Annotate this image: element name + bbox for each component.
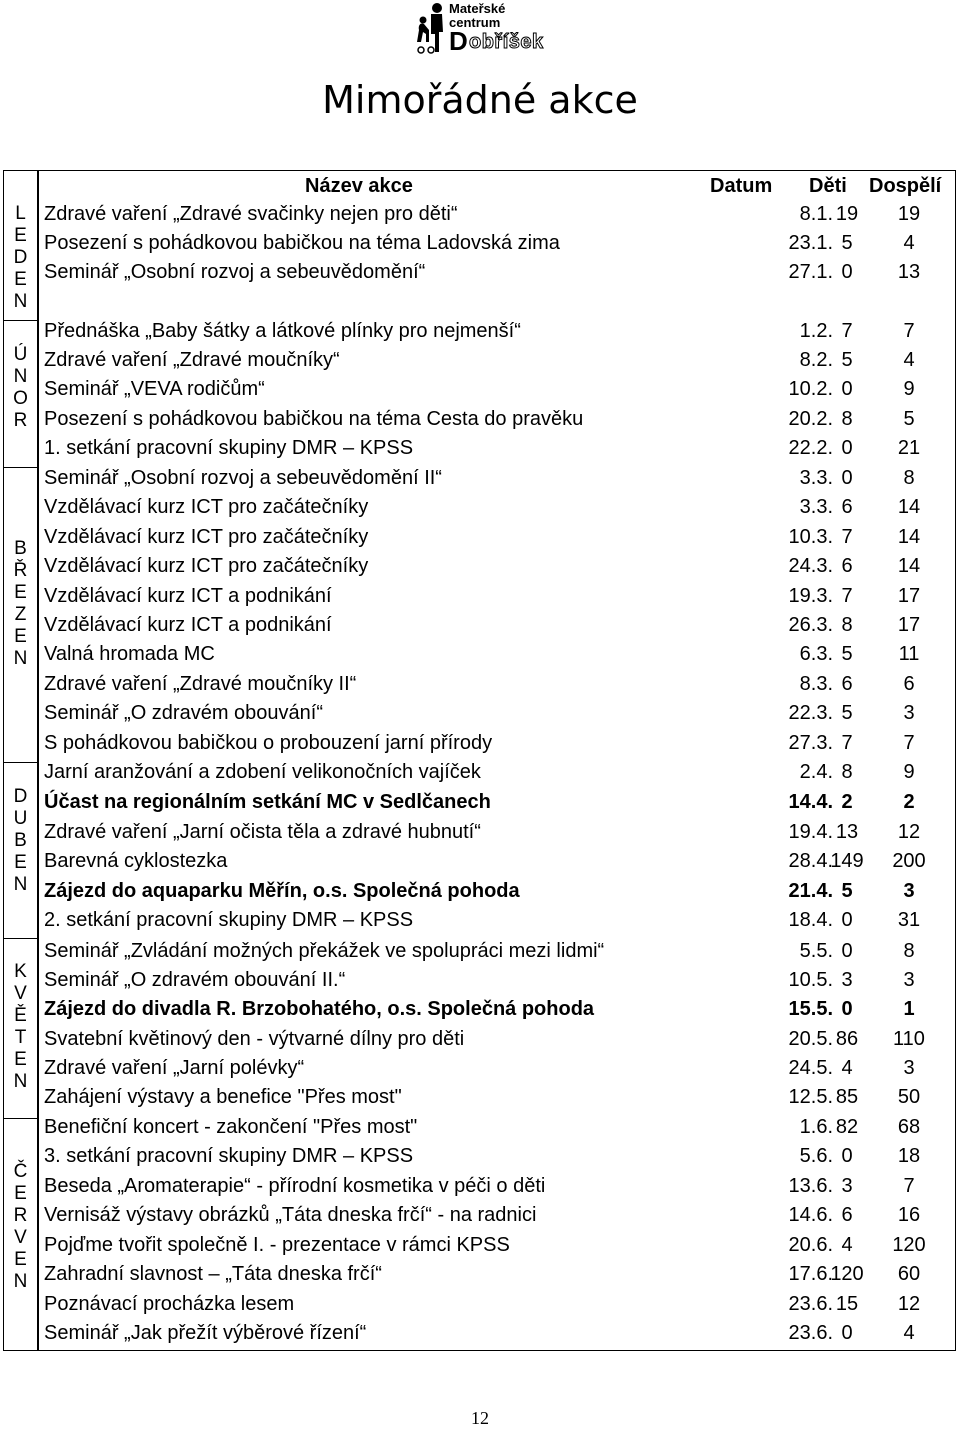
logo bbox=[415, 0, 550, 58]
table-row bbox=[38, 729, 956, 758]
event-date: 26.3. bbox=[788, 614, 833, 636]
adults-count: 4 bbox=[903, 349, 915, 371]
table-row bbox=[38, 788, 956, 817]
kids-count: 15 bbox=[835, 1293, 859, 1315]
event-name: 2. setkání pracovní skupiny DMR – KPSS bbox=[44, 909, 414, 931]
adults-count: 3 bbox=[903, 969, 915, 991]
table-row bbox=[38, 317, 956, 346]
event-date: 19.4. bbox=[788, 821, 833, 843]
kids-count: 149 bbox=[830, 850, 864, 872]
event-name: Zahradní slavnost – „Táta dneska frčí“ bbox=[44, 1263, 382, 1285]
table-row bbox=[38, 1290, 956, 1319]
event-name: S pohádkovou babičkou o probouzení jarní přírody bbox=[44, 732, 493, 754]
adults-count: 14 bbox=[897, 526, 921, 548]
adults-count: 110 bbox=[893, 1028, 925, 1050]
header-adults: Dospělí bbox=[869, 175, 942, 197]
kids-count: 0 bbox=[841, 378, 853, 400]
page-title: Mimořádné akce bbox=[322, 78, 638, 122]
logo-line-1: Mateřské bbox=[449, 1, 506, 16]
event-date: 15.5. bbox=[788, 998, 833, 1020]
kids-count: 0 bbox=[841, 998, 853, 1020]
month-box bbox=[3, 468, 38, 763]
event-name: 1. setkání pracovní skupiny DMR – KPSS bbox=[44, 437, 414, 459]
event-name: Barevná cyklostezka bbox=[44, 850, 228, 872]
event-date: 27.3. bbox=[788, 732, 833, 754]
event-name: Zahájení výstavy a benefice "Přes most" bbox=[44, 1086, 402, 1108]
table-row bbox=[38, 552, 956, 581]
event-date: 10.2. bbox=[788, 378, 833, 400]
event-date: 10.5. bbox=[788, 969, 833, 991]
month-box bbox=[3, 1119, 38, 1351]
table-row bbox=[38, 1025, 956, 1054]
adults-count: 14 bbox=[897, 555, 921, 577]
kids-count: 6 bbox=[841, 673, 853, 695]
kids-count: 6 bbox=[841, 555, 853, 577]
kids-count: 0 bbox=[841, 1145, 853, 1167]
adults-count: 8 bbox=[903, 940, 915, 962]
kids-count: 7 bbox=[841, 732, 853, 754]
adults-count: 6 bbox=[903, 673, 915, 695]
event-date: 8.3. bbox=[799, 673, 833, 695]
kids-count: 5 bbox=[841, 702, 853, 724]
kids-count: 86 bbox=[835, 1028, 859, 1050]
event-name: Seminář „O zdravém obouvání II.“ bbox=[44, 969, 346, 991]
event-date: 19.3. bbox=[788, 585, 833, 607]
event-date: 21.4. bbox=[788, 880, 833, 902]
kids-count: 85 bbox=[835, 1086, 859, 1108]
event-date: 28.4. bbox=[788, 850, 833, 872]
kids-count: 0 bbox=[841, 940, 853, 962]
event-name: Poznávací procházka lesem bbox=[44, 1293, 295, 1315]
adults-count: 7 bbox=[903, 732, 915, 754]
header-date: Datum bbox=[710, 175, 773, 197]
event-name: Pojďme tvořit společně I. - prezentace v rámci KPSS bbox=[44, 1234, 510, 1256]
event-name: Přednáška „Baby šátky a látkové plínky pro nejmenší“ bbox=[44, 320, 521, 342]
kids-count: 19 bbox=[835, 203, 859, 225]
event-date: 23.6. bbox=[788, 1322, 833, 1344]
event-name: Seminář „Osobní rozvoj a sebeuvědomění II“ bbox=[44, 467, 442, 489]
event-name: Zájezd do aquaparku Měřín, o.s. Společná pohoda bbox=[44, 880, 520, 902]
page-number: 12 bbox=[471, 1408, 489, 1428]
adults-count: 17 bbox=[897, 614, 921, 636]
event-name: Vzdělávací kurz ICT pro začátečníky bbox=[44, 555, 369, 577]
month-box bbox=[3, 939, 38, 1119]
event-name: Zájezd do divadla R. Brzobohatého, o.s. Společná pohoda bbox=[44, 998, 595, 1020]
event-date: 22.3. bbox=[788, 702, 833, 724]
kids-count: 4 bbox=[841, 1234, 853, 1256]
adults-count: 12 bbox=[897, 821, 921, 843]
adults-count: 13 bbox=[897, 261, 921, 283]
logo-line-2: centrum bbox=[449, 15, 501, 30]
table-row bbox=[38, 405, 956, 434]
table-row bbox=[38, 1083, 956, 1112]
event-date: 8.2. bbox=[799, 349, 833, 371]
event-name: Posezení s pohádkovou babičkou na téma Cesta do pravěku bbox=[44, 408, 584, 430]
adults-count: 21 bbox=[897, 437, 921, 459]
event-date: 3.3. bbox=[799, 496, 833, 518]
logo-initial: D bbox=[449, 26, 468, 56]
adults-count: 17 bbox=[897, 585, 921, 607]
adults-count: 3 bbox=[903, 702, 915, 724]
event-name: Vernisáž výstavy obrázků „Táta dneska frčí“ - na radnici bbox=[44, 1204, 537, 1226]
adults-count: 2 bbox=[903, 791, 915, 813]
month-label: Č E R V E N bbox=[13, 1161, 28, 1292]
event-name: Seminář „O zdravém obouvání“ bbox=[44, 702, 324, 724]
events-table bbox=[38, 170, 956, 1351]
kids-count: 5 bbox=[841, 349, 853, 371]
kids-count: 8 bbox=[841, 614, 853, 636]
event-date: 20.6. bbox=[788, 1234, 833, 1256]
event-name: Seminář „VEVA rodičům“ bbox=[44, 378, 265, 400]
table-row bbox=[38, 375, 956, 404]
event-name: Zdravé vaření „Zdravé moučníky II“ bbox=[44, 673, 357, 695]
adults-count: 9 bbox=[903, 761, 915, 783]
adults-count: 11 bbox=[898, 643, 920, 665]
event-name: Benefiční koncert - zakončení "Přes most" bbox=[44, 1116, 418, 1138]
event-date: 22.2. bbox=[788, 437, 833, 459]
event-date: 24.3. bbox=[788, 555, 833, 577]
table-row bbox=[38, 582, 956, 611]
kids-count: 5 bbox=[841, 880, 853, 902]
month-box bbox=[3, 170, 38, 321]
table-row bbox=[38, 966, 956, 995]
month-label: L E D E N bbox=[13, 203, 28, 312]
month-box bbox=[3, 763, 38, 939]
header-name: Název akce bbox=[305, 175, 413, 197]
header-kids: Děti bbox=[809, 175, 847, 197]
table-row bbox=[38, 818, 956, 847]
event-date: 18.4. bbox=[788, 909, 833, 931]
event-name: Posezení s pohádkovou babičkou na téma Ladovská zima bbox=[44, 232, 560, 254]
event-date: 5.5. bbox=[799, 940, 833, 962]
adults-count: 50 bbox=[897, 1086, 921, 1108]
kids-count: 2 bbox=[841, 791, 853, 813]
event-name: Svatební květinový den - výtvarné dílny pro děti bbox=[44, 1028, 465, 1050]
family-silhouette-icon bbox=[415, 2, 449, 54]
table-row bbox=[38, 847, 956, 876]
event-name: Zdravé vaření „Zdravé moučníky“ bbox=[44, 349, 340, 371]
kids-count: 7 bbox=[841, 585, 853, 607]
kids-count: 0 bbox=[841, 437, 853, 459]
adults-count: 1 bbox=[903, 998, 915, 1020]
table-row bbox=[38, 670, 956, 699]
event-name: Vzdělávací kurz ICT pro začátečníky bbox=[44, 496, 369, 518]
event-date: 2.4. bbox=[799, 761, 833, 783]
table-row bbox=[38, 937, 956, 966]
adults-count: 7 bbox=[903, 320, 915, 342]
event-date: 14.4. bbox=[788, 791, 833, 813]
kids-count: 0 bbox=[841, 261, 853, 283]
table-row bbox=[38, 346, 956, 375]
table-row bbox=[38, 1113, 956, 1142]
table-row bbox=[38, 258, 956, 287]
kids-count: 6 bbox=[841, 496, 853, 518]
table-row bbox=[38, 523, 956, 552]
kids-count: 5 bbox=[841, 643, 853, 665]
month-label: Ú N O R bbox=[13, 344, 28, 431]
event-name: Beseda „Aromaterapie“ - přírodní kosmetika v péči o děti bbox=[44, 1175, 546, 1197]
kids-count: 82 bbox=[835, 1116, 859, 1138]
adults-count: 9 bbox=[903, 378, 915, 400]
event-name: Zdravé vaření „Jarní polévky“ bbox=[44, 1057, 305, 1079]
kids-count: 3 bbox=[841, 969, 853, 991]
kids-count: 7 bbox=[841, 526, 853, 548]
table-row bbox=[38, 758, 956, 787]
event-name: Vzdělávací kurz ICT pro začátečníky bbox=[44, 526, 369, 548]
table-row bbox=[38, 699, 956, 728]
event-name: Seminář „Jak přežít výběrové řízení“ bbox=[44, 1322, 367, 1344]
adults-count: 5 bbox=[903, 408, 915, 430]
table-row bbox=[38, 1201, 956, 1230]
event-date: 1.2. bbox=[799, 320, 833, 342]
event-date: 17.6. bbox=[788, 1263, 833, 1285]
kids-count: 0 bbox=[841, 1322, 853, 1344]
adults-count: 7 bbox=[903, 1175, 915, 1197]
table-row bbox=[38, 1319, 956, 1348]
logo-line-3: obříšek bbox=[469, 31, 544, 53]
event-name: Zdravé vaření „Jarní očista těla a zdravé hubnutí“ bbox=[44, 821, 481, 843]
event-date: 8.1. bbox=[799, 203, 833, 225]
event-date: 12.5. bbox=[788, 1086, 833, 1108]
table-row bbox=[38, 493, 956, 522]
table-row bbox=[38, 1231, 956, 1260]
event-date: 20.5. bbox=[788, 1028, 833, 1050]
table-row bbox=[38, 611, 956, 640]
event-name: Valná hromada MC bbox=[44, 643, 215, 665]
event-date: 10.3. bbox=[788, 526, 833, 548]
adults-count: 31 bbox=[897, 909, 921, 931]
table-row bbox=[38, 995, 956, 1024]
table-row bbox=[38, 1054, 956, 1083]
adults-count: 14 bbox=[897, 496, 921, 518]
table-header bbox=[38, 170, 956, 200]
event-name: 3. setkání pracovní skupiny DMR – KPSS bbox=[44, 1145, 414, 1167]
table-row bbox=[38, 1260, 956, 1289]
kids-count: 4 bbox=[841, 1057, 853, 1079]
kids-count: 7 bbox=[841, 320, 853, 342]
event-date: 13.6. bbox=[788, 1175, 833, 1197]
kids-count: 120 bbox=[830, 1263, 864, 1285]
event-date: 23.1. bbox=[788, 232, 833, 254]
kids-count: 8 bbox=[841, 761, 853, 783]
table-row bbox=[38, 1172, 956, 1201]
table-row bbox=[38, 877, 956, 906]
adults-count: 60 bbox=[897, 1263, 921, 1285]
event-date: 24.5. bbox=[788, 1057, 833, 1079]
event-date: 6.3. bbox=[799, 643, 833, 665]
table-row bbox=[38, 1142, 956, 1171]
event-date: 3.3. bbox=[799, 467, 833, 489]
month-label: B Ř E Z E N bbox=[13, 538, 28, 669]
kids-count: 8 bbox=[841, 408, 853, 430]
event-date: 23.6. bbox=[788, 1293, 833, 1315]
event-date: 20.2. bbox=[788, 408, 833, 430]
event-date: 27.1. bbox=[788, 261, 833, 283]
adults-count: 19 bbox=[897, 203, 921, 225]
event-name: Seminář „Osobní rozvoj a sebeuvědomění“ bbox=[44, 261, 426, 283]
event-date: 1.6. bbox=[799, 1116, 833, 1138]
kids-count: 3 bbox=[841, 1175, 853, 1197]
table-row bbox=[38, 229, 956, 258]
table-row bbox=[38, 200, 956, 229]
kids-count: 13 bbox=[835, 821, 859, 843]
kids-count: 6 bbox=[841, 1204, 853, 1226]
kids-count: 5 bbox=[841, 232, 853, 254]
adults-count: 16 bbox=[897, 1204, 921, 1226]
adults-count: 4 bbox=[903, 1322, 915, 1344]
table-row bbox=[38, 640, 956, 669]
adults-count: 18 bbox=[897, 1145, 921, 1167]
event-name: Účast na regionálním setkání MC v Sedlčanech bbox=[44, 791, 491, 813]
kids-count: 0 bbox=[841, 909, 853, 931]
adults-count: 8 bbox=[903, 467, 915, 489]
adults-count: 68 bbox=[897, 1116, 921, 1138]
adults-count: 200 bbox=[892, 850, 926, 872]
event-date: 14.6. bbox=[788, 1204, 833, 1226]
table-row bbox=[38, 434, 956, 463]
adults-count: 12 bbox=[897, 1293, 921, 1315]
event-date: 5.6. bbox=[799, 1145, 833, 1167]
table-row bbox=[38, 906, 956, 935]
event-name: Vzdělávací kurz ICT a podnikání bbox=[44, 614, 332, 636]
month-label: K V Ě T E N bbox=[13, 961, 28, 1092]
month-label: D U B E N bbox=[13, 786, 28, 895]
table-row bbox=[38, 464, 956, 493]
event-name: Seminář „Zvládání možných překážek ve spolupráci mezi lidmi“ bbox=[44, 940, 605, 962]
event-name: Zdravé vaření „Zdravé svačinky nejen pro děti“ bbox=[44, 203, 458, 225]
event-name: Vzdělávací kurz ICT a podnikání bbox=[44, 585, 332, 607]
adults-count: 4 bbox=[903, 232, 915, 254]
adults-count: 3 bbox=[903, 880, 915, 902]
adults-count: 3 bbox=[903, 1057, 915, 1079]
kids-count: 0 bbox=[841, 467, 853, 489]
event-name: Jarní aranžování a zdobení velikonočních vajíček bbox=[44, 761, 481, 783]
month-box bbox=[3, 321, 38, 468]
adults-count: 120 bbox=[892, 1234, 926, 1256]
